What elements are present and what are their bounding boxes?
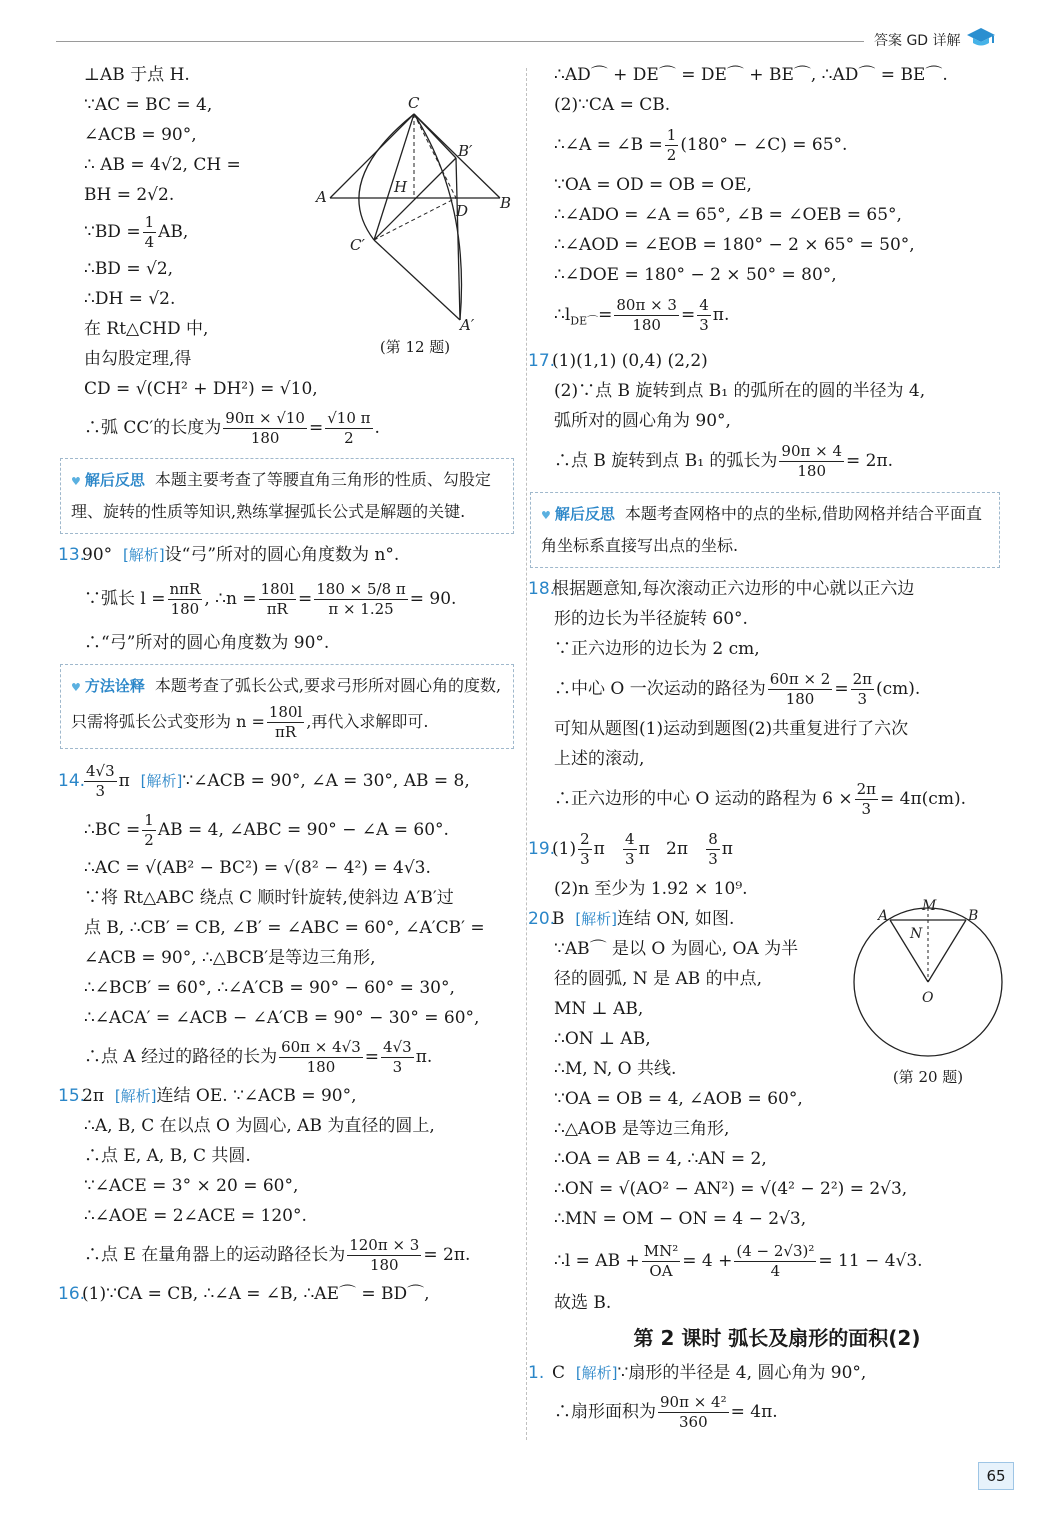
label-B-prime: B′: [458, 142, 473, 160]
figure-20: [850, 898, 1006, 1084]
text-line: ∴ON = √(AO² − AN²) = √(4² − 2²) = 2√3,: [554, 1179, 908, 1200]
figure-caption: (第 12 题): [379, 338, 451, 356]
label-N: N: [910, 926, 923, 942]
header-rule: [56, 41, 864, 42]
text-line: ∠ACB = 90°,: [84, 125, 197, 145]
figure-caption: (第 20 题): [892, 1068, 964, 1086]
box-text: 本题主要考查了等腰直角三角形的性质、勾股定理、旋转的性质等知识,熟练掌握弧长公式是解题的关键.: [71, 470, 491, 521]
fraction: $\frac{90\pi \times √10}{180}$: [225, 409, 305, 447]
question-15: 15.2π [解析]连结 OE. ∵∠ACB = 90°,: [58, 1086, 357, 1106]
reflection-box: [60, 458, 514, 534]
text-line: ∴ AB = 4√2, CH =: [84, 155, 241, 175]
text-line: ∴l = AB + $\frac{\text{MN²}}{OA}$ = 4 + $\frac{\text{(4 − 2√3)²}}{4}$ = 11 − 4√3.: [554, 1242, 923, 1281]
text-line: 可知从题图(1)运动到题图(2)共重复进行了六次: [554, 719, 909, 740]
text-line: ∠ACB = 90°, ∴△BCB′是等边三角形,: [84, 948, 376, 968]
text-line: ∴点 E 在量角器上的运动路径长为 $\frac{120\pi \times 3}{180}$ = 2π.: [84, 1236, 471, 1274]
text-line: ∴ON ⊥ AB,: [554, 1029, 651, 1050]
question-17: 17.(1)(1,1) (0,4) (2,2): [528, 351, 708, 372]
text-line: ∴AC = √(AB² − BC²) = √(8² − 4²) = 4√3.: [84, 858, 431, 878]
text-line: ∵将 Rt△ABC 绕点 C 顺时针旋转,使斜边 A′B′过: [84, 888, 454, 908]
text-line: 径的圆弧, N 是 AB 的中点,: [554, 969, 763, 990]
text-line: 在 Rt△CHD 中,: [84, 319, 209, 339]
label-C-prime: C′: [350, 236, 365, 254]
text-line: ∴“弓”所对的圆心角度数为 90°.: [84, 633, 330, 653]
question-20: 20.B [解析]连结 ON, 如图.: [528, 909, 735, 930]
text-line: ∴中心 O 一次运动的路径为 $\frac{60\pi \times 2}{180}$ = $\frac{2\pi}{3}$ (cm).: [554, 670, 921, 709]
text-line: ∴△AOB 是等边三角形,: [554, 1119, 730, 1140]
text-line: ∴弧 CC′的长度为 $\frac{90\pi \times √10}{180}$ = $\frac{√10 \pi}{2}$ .: [84, 409, 380, 447]
text-line: MN ⊥ AB,: [554, 999, 644, 1020]
text-line: $\therefore l_{DE⌒}=$ $\frac{80\pi \times 3}{180}$ = $\frac{4}{3}$ π.: [554, 296, 730, 334]
text-line: (2)∵点 B 旋转到点 B₁ 的弧所在的圆的半径为 4,: [554, 381, 926, 402]
text-line: ∴BD = √2,: [84, 259, 174, 279]
text-line: 由勾股定理,得: [84, 349, 192, 369]
label-B: B: [500, 194, 512, 212]
label-A-prime: A′: [460, 316, 475, 332]
text-line: ∵正六边形的边长为 2 cm,: [554, 639, 760, 660]
text-line: ∴OA = AB = 4, ∴AN = 2,: [554, 1149, 767, 1170]
text-line: ∴A, B, C 在以点 O 为圆心, AB 为直径的圆上,: [84, 1116, 435, 1136]
text-line: ∴正六边形的中心 O 运动的路程为 6 × $\frac{2\pi}{3}$ = 4π(cm).: [554, 780, 966, 819]
fraction: $\frac{√10 \pi}{2}$: [327, 409, 371, 447]
text-line: ∴BC = $\frac{1}{2}$ AB = 4, ∠ABC = 90° − ∠A = 60°.: [84, 811, 449, 849]
text-line: ∴∠ACA′ = ∠ACB − ∠A′CB = 90° − 30° = 60°,: [84, 1008, 480, 1028]
text-line: ∴点 B 旋转到点 B₁ 的弧长为 $\frac{90\pi \times 4}{180}$ = 2π.: [554, 442, 894, 481]
text-line: ∴M, N, O 共线.: [554, 1059, 677, 1080]
text-line: 故选 B.: [554, 1293, 612, 1314]
label-A: A: [878, 908, 889, 924]
text-line: ∵弧长 l = $\frac{\text{nπR}}{180}$ , ∴n = $\frac{180l}{\pi R}$ = $\frac{180 \times 5/8 \pi}{\pi \times 1.25}$ = 90.: [84, 580, 457, 618]
text-line: ∴点 E, A, B, C 共圆.: [84, 1146, 251, 1166]
reflection-box: ♥ 解后反思 本题考查网格中的点的坐标,借助网格并结合平面直角坐标系直接写出点的坐标.: [530, 492, 1000, 568]
text-line: ∴∠ADO = ∠A = 65°, ∠B = ∠OEB = 65°,: [554, 205, 902, 225]
text-line: (2)n 至少为 1.92 × 10⁹.: [554, 879, 748, 900]
text-line: ∴∠A = ∠B = $\frac{1}{2}$ (180° − ∠C) = 65°.: [554, 126, 848, 164]
text-line: 上述的滚动,: [554, 749, 645, 770]
label-C: C: [408, 94, 420, 112]
text-line: ∴∠BCB′ = 60°, ∴∠A′CB = 90° − 60° = 30°,: [84, 978, 455, 998]
page-number: 65: [978, 1462, 1014, 1490]
text-line: ⊥AB 于点 H.: [84, 65, 190, 85]
label-M: M: [922, 898, 937, 914]
section-title: 第 2 课时 弧长及扇形的面积(2): [633, 1326, 921, 1351]
text-line: ∵OA = OB = 4, ∠AOB = 60°,: [554, 1089, 803, 1110]
text-line: (2)∵CA = CB.: [554, 95, 671, 115]
header-title: 答案 GD 详解: [874, 33, 961, 49]
question-19: 19.(1) $\frac{2}{3}$ π $\frac{4}{3}$ π 2π $\frac{8}{3}$ π: [528, 830, 733, 869]
text-line: ∵∠ACE = 3° × 20 = 60°,: [84, 1176, 299, 1196]
graduation-cap-icon: [966, 26, 996, 52]
text-line: ∴点 A 经过的路径的长为 $\frac{60\pi \times 4√3}{180}$ = $\frac{4√3}{3}$ π.: [84, 1038, 433, 1076]
label-B: B: [968, 908, 979, 924]
text-line: ∵AC = BC = 4,: [84, 95, 213, 115]
text-line: ∴MN = OM − ON = 4 − 2√3,: [554, 1209, 807, 1230]
text-line: ∴AD⌒ + DE⌒ = DE⌒ + BE⌒, ∴AD⌒ = BE⌒.: [554, 65, 948, 85]
method-box: ♥ 方法诠释 本题考查了弧长公式,要求弓形所对圆心角的度数,只需将弧长公式变形为 n = $\frac{180l}{\pi R}$ ,再代入求解即可.: [60, 664, 514, 749]
text-line: ∵OA = OD = OB = OE,: [554, 175, 752, 195]
text-line: ∴扇形面积为 $\frac{\text{90π × 4²}}{360}$ = 4π.: [554, 1393, 778, 1432]
text-line: 形的边长为半径旋转 60°.: [554, 609, 748, 630]
question-18: 18.根据题意知,每次滚动正六边形的中心就以正六边: [528, 579, 915, 600]
label-D: D: [456, 202, 469, 220]
box-title: ♥ 解后反思: [71, 471, 145, 489]
question-13: 13.90° [解析]设“弓”所对的圆心角度数为 n°.: [58, 545, 400, 565]
text-line: ∵BD = $\frac{1}{4}$ AB,: [84, 213, 189, 251]
text-line: ∴DH = √2.: [84, 289, 176, 309]
figure-12: [310, 92, 520, 358]
right-column: [528, 60, 1000, 1436]
text-line: ∴∠AOE = 2∠ACE = 120°.: [84, 1206, 307, 1226]
column-divider: [526, 68, 527, 1440]
text-line: ∴∠AOD = ∠EOB = 180° − 2 × 65° = 50°,: [554, 235, 915, 255]
label-A: A: [316, 188, 327, 206]
text-line: 点 B, ∴CB′ = CB, ∠B′ = ∠ABC = 60°, ∠A′CB′ =: [84, 918, 485, 938]
text-line: CD = √(CH² + DH²) = √10,: [84, 379, 318, 399]
text-line: 弧所对的圆心角为 90°,: [554, 411, 731, 432]
question-14: 14. $\frac{4√3}{3}$ π [解析]∵∠ACB = 90°, ∠A = 30°, AB = 8,: [58, 762, 470, 800]
question-16: 16.(1)∵CA = CB, ∴∠A = ∠B, ∴AE⌒ = BD⌒,: [58, 1284, 430, 1304]
text-line: ∵AB⌒ 是以 O 为圆心, OA 为半: [554, 939, 799, 960]
section-question-1: 1. C [解析]∵扇形的半径是 4, 圆心角为 90°,: [528, 1363, 867, 1384]
label-H: H: [394, 178, 408, 196]
label-O: O: [922, 990, 934, 1006]
fraction: $\frac{1}{4}$: [144, 213, 155, 251]
text-line: BH = 2√2.: [84, 185, 175, 205]
text-line: ∴∠DOE = 180° − 2 × 50° = 80°,: [554, 265, 837, 285]
